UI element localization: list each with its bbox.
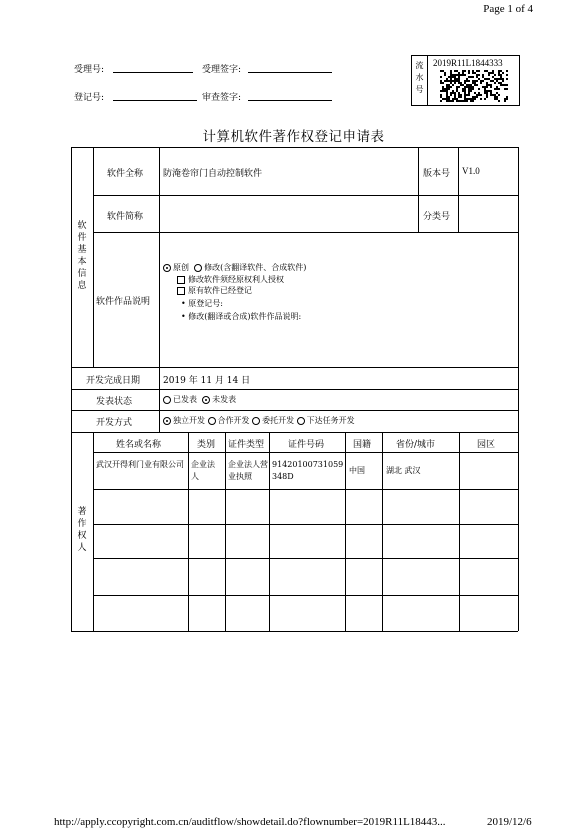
header-nationality: 国籍 [353, 440, 372, 450]
modified-radio-icon[interactable] [194, 264, 202, 272]
header-id-type: 证件类型 [228, 440, 265, 450]
dev-mode-option: 独立开发 [173, 416, 205, 425]
header-id-number: 证件号码 [288, 440, 325, 450]
owner-name: 武汉开得利门业有限公司 [96, 460, 184, 469]
owner-section-label: 著 作 权 人 [77, 507, 87, 553]
dev-mode-option: 委托开发 [262, 416, 295, 425]
full-name-value: 防淹卷帘门自动控制软件 [163, 169, 263, 179]
form-title: 计算机软件著作权登记申请表 [202, 129, 385, 145]
header-park: 园区 [477, 440, 496, 450]
barcode-image [440, 70, 508, 102]
category-label: 分类号 [423, 212, 451, 222]
owner-nationality: 中国 [349, 466, 365, 475]
owner-id-number: 91420100731059348D [272, 460, 344, 481]
checkbox-icon[interactable] [177, 287, 185, 295]
register-no-line [113, 100, 197, 101]
publish-options [163, 394, 236, 405]
publish-label: 发表状态 [96, 397, 133, 407]
review-sign-label: 审查签字: [202, 93, 242, 103]
flow-number: 2019R11L1844333 [433, 58, 503, 68]
dev-mode-radio-icon[interactable] [208, 417, 216, 425]
dev-mode-radio-icon[interactable] [297, 417, 305, 425]
check-row-2 [177, 285, 252, 296]
receipt-sign-label: 受理签字: [202, 65, 242, 75]
unpublished-radio-icon[interactable] [202, 396, 210, 404]
check2-label: 原有软件已经登记 [188, 286, 252, 295]
published-label: 已发表 [173, 395, 197, 404]
owner-type: 企业法人 [191, 460, 215, 481]
full-name-label: 软件全称 [107, 169, 144, 179]
review-sign-line [248, 100, 332, 101]
origin-options [163, 262, 306, 273]
modified-label: 修改(含翻译软件、合成软件) [204, 263, 307, 272]
short-name-label: 软件简称 [107, 212, 144, 222]
bullet-row-2: • 修改(翻译或合成)软件作品说明: [181, 312, 302, 321]
checkbox-icon[interactable] [177, 276, 185, 284]
receipt-sign-line [248, 72, 332, 73]
dev-mode-options [163, 415, 355, 426]
unpublished-label: 未发表 [212, 395, 237, 404]
header-type: 类别 [197, 440, 216, 450]
version-value: V1.0 [462, 166, 480, 176]
dev-mode-option: 合作开发 [217, 416, 250, 425]
footer-date: 2019/12/6 [487, 816, 532, 828]
check1-label: 修改软件须经原权利人授权 [188, 275, 284, 284]
receipt-no-label: 受理号: [74, 65, 105, 75]
dev-mode-radio-icon[interactable] [252, 417, 260, 425]
dev-mode-radio-icon[interactable] [163, 417, 171, 425]
dev-mode-label: 开发方式 [96, 418, 133, 428]
dev-mode-option: 下达任务开发 [306, 416, 355, 425]
original-radio-icon[interactable] [163, 264, 171, 272]
bullet1-label: 原登记号: [188, 299, 223, 308]
dev-completion-date: 2019 年 11 月 14 日 [163, 376, 251, 386]
register-no-label: 登记号: [74, 93, 105, 103]
header-province: 省份/城市 [396, 440, 436, 450]
page-number: Page 1 of 4 [483, 3, 533, 15]
footer-url[interactable]: http://apply.ccopyright.com.cn/auditflow/showdetail.do?flownumber=2019R11L18443... [54, 816, 446, 828]
version-label: 版本号 [423, 169, 451, 179]
flow-number-box [411, 55, 520, 106]
original-label: 原创 [173, 263, 189, 272]
owner-id-type: 企业法人营业执照 [228, 460, 268, 481]
software-section-label: 软 件 基 本 信 息 [77, 221, 87, 291]
bullet2-label: 修改(翻译或合成)软件作品说明: [188, 312, 302, 321]
bullet-row-1: • 原登记号: [181, 299, 223, 308]
dev-completion-label: 开发完成日期 [86, 376, 141, 386]
receipt-no-line [113, 72, 193, 73]
flow-label: 流 水 号 [412, 56, 428, 105]
published-radio-icon[interactable] [163, 396, 171, 404]
header-name: 姓名或名称 [116, 440, 162, 450]
owner-province: 湖北 武汉 [386, 466, 421, 475]
check-row-1 [177, 274, 284, 285]
description-label: 软件作品说明 [96, 297, 151, 307]
